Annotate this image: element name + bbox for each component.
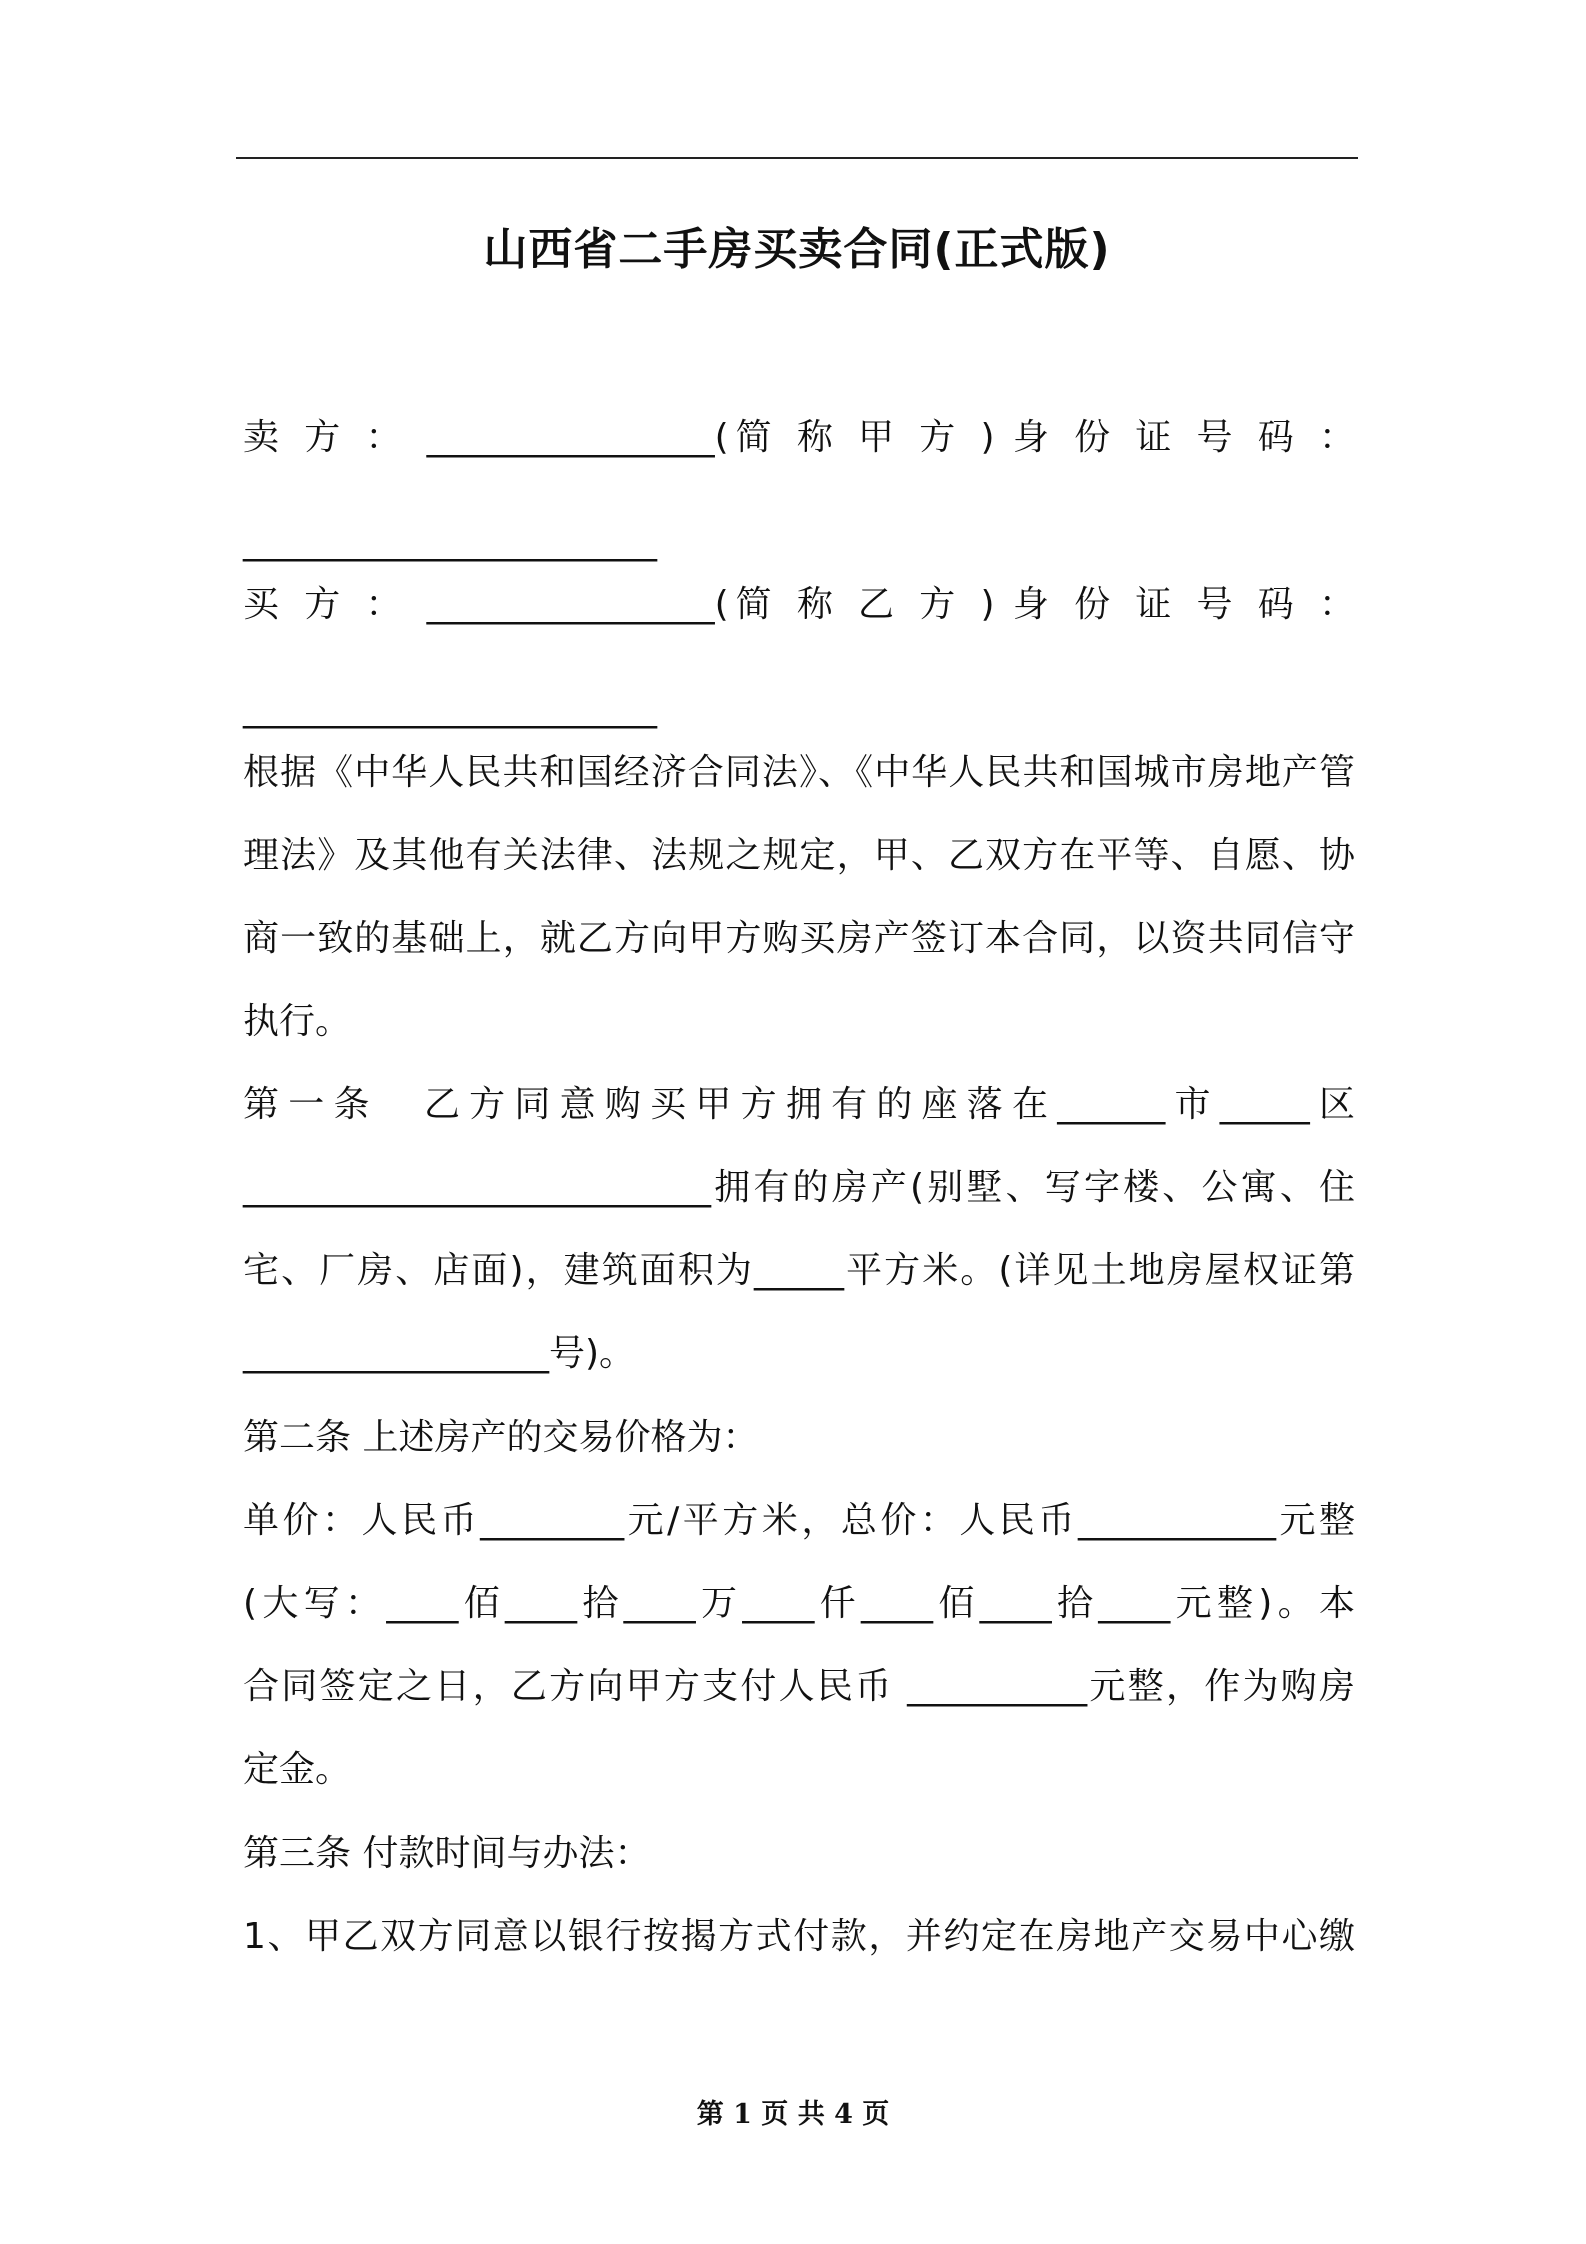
header-rule <box>236 157 1358 159</box>
article-2-line-4: 定金。 <box>243 1749 352 1790</box>
buyer-line: 买 方 ： ________________(简 称 乙 方 ) 身 份 证 号 码 ： <box>243 584 1355 625</box>
page-footer: 第 1 页 共 4 页 <box>696 2099 890 2130</box>
article-3-heading: 第三条 付款时间与办法： <box>243 1833 651 1874</box>
seller-line: 卖 方 ： ________________(简 称 甲 方 ) 身 份 证 号 码 ： <box>243 417 1355 458</box>
preamble-line-2: 理法》及其他有关法律、法规之规定，甲、乙双方在平等、自愿、协 <box>243 835 1355 876</box>
buyer-id-blank: _______________________ <box>243 688 657 729</box>
article-2-heading: 第二条 上述房产的交易价格为： <box>243 1417 759 1458</box>
article-1-line-3: 宅、厂房、店面)，建筑面积为_____平方米。(详见土地房屋权证第 <box>243 1250 1355 1291</box>
article-1-line-1: 第一条 乙方同意购买甲方拥有的座落在______市_____区 <box>243 1084 1355 1125</box>
article-1-line-2: __________________________拥有的房产(别墅、写字楼、公寓、住 <box>243 1167 1355 1208</box>
preamble-line-3: 商一致的基础上，就乙方向甲方购买房产签订本合同，以资共同信守 <box>243 918 1355 959</box>
article-1-line-4: _________________号)。 <box>243 1333 636 1374</box>
seller-id-blank: _______________________ <box>243 521 657 562</box>
article-2-line-1: 单价：人民币________元/平方米，总价：人民币___________元整 <box>243 1500 1355 1541</box>
article-2-line-2: (大写：____佰____拾____万____仟____佰____拾____元整)。本 <box>243 1583 1355 1624</box>
article-3-item-1: 1、甲乙双方同意以银行按揭方式付款，并约定在房地产交易中心缴 <box>243 1916 1355 1957</box>
document-title: 山西省二手房买卖合同(正式版) <box>483 224 1111 275</box>
article-2-line-3: 合同签定之日，乙方向甲方支付人民币 __________元整，作为购房 <box>243 1666 1355 1707</box>
preamble-line-1: 根据《中华人民共和国经济合同法》、《中华人民共和国城市房地产管 <box>243 752 1355 793</box>
preamble-line-4: 执行。 <box>243 1001 352 1042</box>
